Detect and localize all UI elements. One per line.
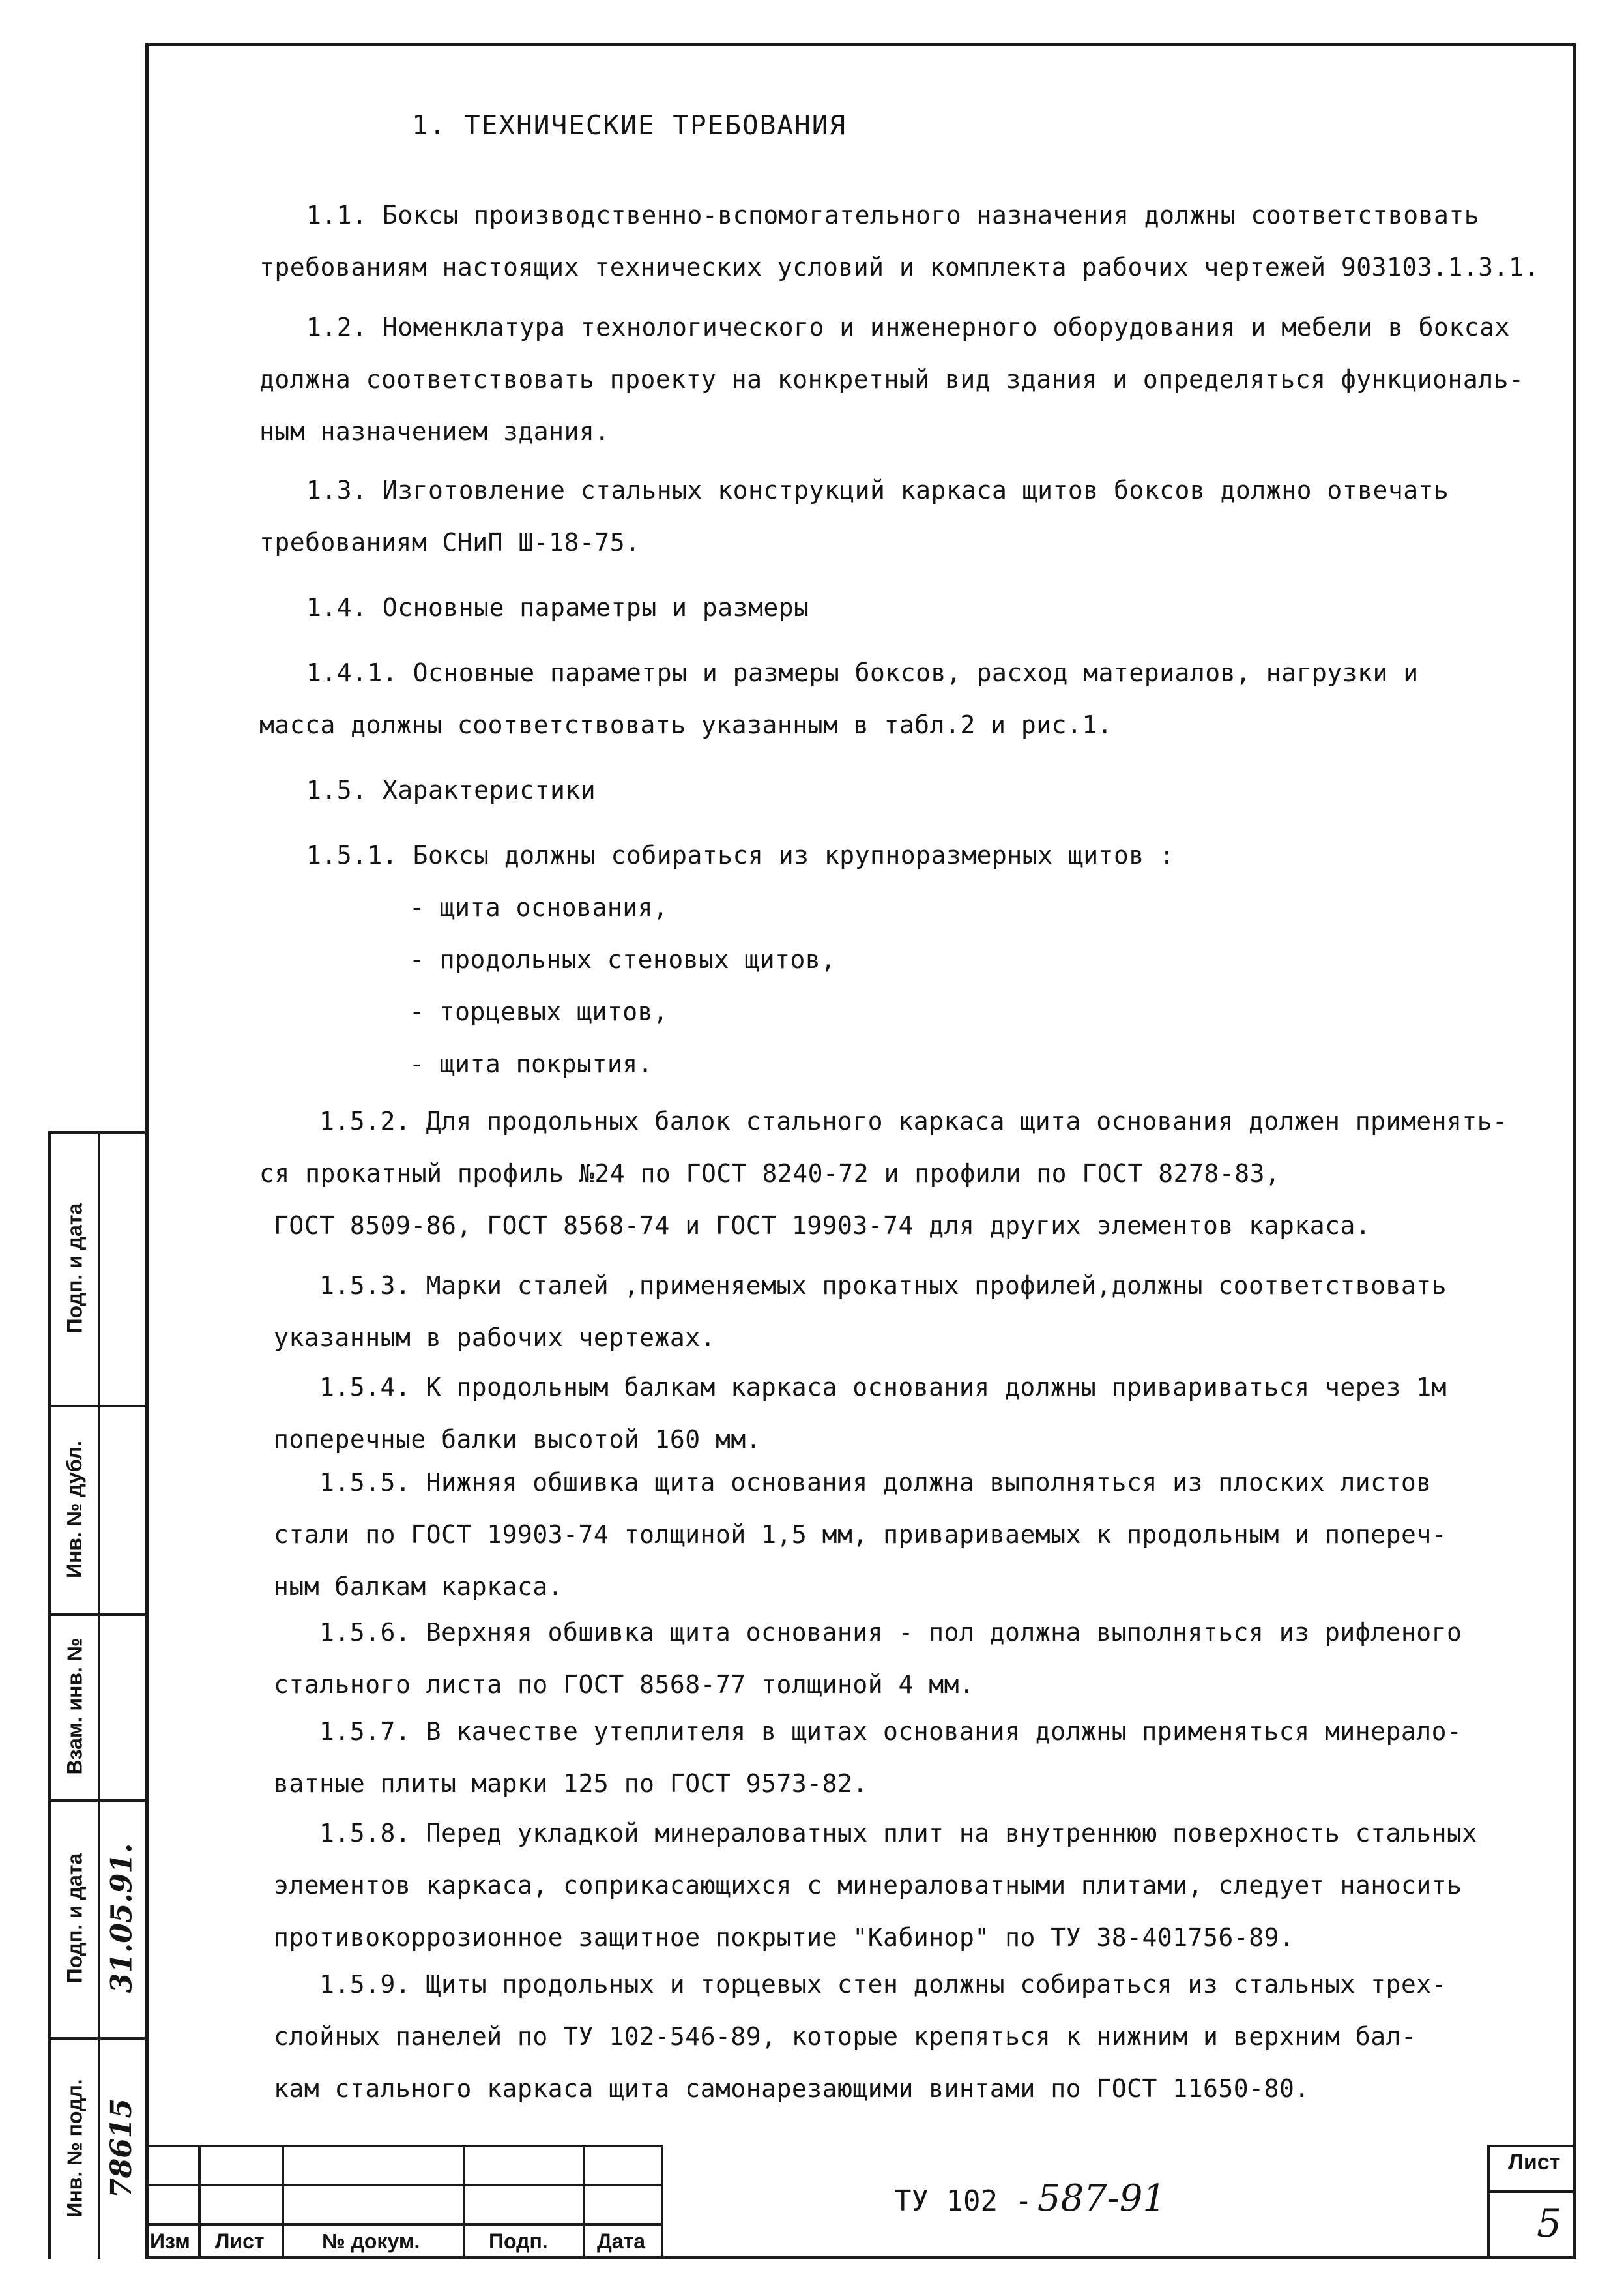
stamp-dup-inv-label: Инв. № дубл. (63, 1440, 87, 1578)
text-line: 1.5.6. Верхняя обшивка щита основания - пол должна выполняться из рифленого (319, 1618, 1462, 1647)
text-line: 1.1. Боксы производственно-вспомогательного назначения должны соответствовать (306, 201, 1480, 229)
text-line: 1.5.9. Щиты продольных и торцевых стен должны собираться из стальных трех- (319, 1970, 1447, 1999)
stamp-handwritten-inv-number: 78615 (105, 2098, 139, 2198)
paragraph-1-5-2 (259, 1095, 1508, 1252)
text-line: масса должны соответствовать указанным в табл.2 и рис.1. (259, 711, 1113, 739)
paragraph-1-1 (259, 189, 1539, 293)
text-line: ным назначением здания. (259, 417, 610, 446)
title-block-col-divider (463, 2145, 465, 2258)
paragraph-1-5-8 (274, 1807, 1477, 1963)
stamp-replace-inv-label: Взам. инв. № (63, 1638, 87, 1775)
paragraph-1-5-3 (274, 1259, 1447, 1364)
text-line: слойных панелей по ТУ 102-546-89, которые крепяться к нижним и верхним бал- (274, 2022, 1417, 2051)
text-line: 1.5.8. Перед укладкой минераловатных плит на внутреннюю поверхность стальных (319, 1819, 1477, 1847)
list-item: - торцевых щитов, (409, 997, 669, 1026)
text-line: 1.5.3. Марки сталей ,применяемых прокатных профилей,должны соответствовать (319, 1271, 1447, 1300)
paragraph-1-5-9 (274, 1958, 1447, 2115)
list-item: - продольных стеновых щитов, (409, 945, 836, 974)
text-line: стали по ГОСТ 19903-74 толщиной 1,5 мм, привариваемых к продольным и попереч- (274, 1520, 1447, 1549)
list-item: - щита основания, (409, 893, 669, 922)
paragraph-1-5-7 (274, 1705, 1462, 1810)
text-line: ГОСТ 8509-86, ГОСТ 8568-74 и ГОСТ 19903-74 для других элементов каркаса. (274, 1211, 1371, 1240)
stamp-handwritten-date: 31.05.91. (105, 1843, 139, 1993)
text-line: 1.5.7. В качестве утеплителя в щитах основания должны применяться минерало- (319, 1717, 1462, 1746)
list-shields (409, 881, 836, 1090)
col-header-date: Дата (597, 2229, 646, 2253)
text-line: 1.4. Основные параметры и размеры (306, 593, 809, 622)
text-line: 1.5.5. Нижняя обшивка щита основания должна выполняться из плоских листов (319, 1468, 1432, 1497)
section-heading: 1. ТЕХНИЧЕСКИЕ ТРЕБОВАНИЯ (412, 110, 847, 141)
text-line: ся прокатный профиль №24 по ГОСТ 8240-72 и профили по ГОСТ 8278-83, (259, 1159, 1281, 1188)
col-header-sheet: Лист (215, 2229, 265, 2253)
title-block-col-divider (661, 2145, 663, 2258)
title-block-rule (1487, 2190, 1576, 2193)
title-block-col-divider (1487, 2145, 1490, 2258)
paragraph-1-4 (306, 581, 809, 634)
col-header-signature: Подп. (489, 2229, 548, 2253)
col-header-change: Изм (150, 2229, 190, 2253)
text-line: требованиям настоящих технических условий и комплекта рабочих чертежей 903103.1.3.1. (259, 253, 1539, 282)
side-stamp (48, 1131, 145, 2259)
stamp-sign-date-label: Подп. и дата (63, 1853, 87, 1984)
frame-top-border (145, 43, 1576, 46)
paragraph-1-4-1 (259, 647, 1419, 751)
text-line: 1.5. Характеристики (306, 776, 596, 804)
title-block-col-divider (583, 2145, 585, 2258)
stamp-sign-date-label: Подп. и дата (63, 1203, 87, 1333)
document-code-number: 587-91 (1037, 2177, 1166, 2220)
text-line: 1.5.2. Для продольных балок стального каркаса щита основания должен применять- (319, 1107, 1508, 1136)
text-line: поперечные балки высотой 160 мм. (274, 1425, 762, 1454)
text-line: 1.2. Номенклатура технологического и инженерного оборудования и мебели в боксах (306, 313, 1510, 342)
side-stamp-border (48, 1131, 51, 2259)
stamp-original-inv-label: Инв. № подл. (63, 2078, 87, 2218)
text-line: 1.5.4. К продольным балкам каркаса основания должны привариваться через 1м (319, 1373, 1447, 1402)
text-line: стального листа по ГОСТ 8568-77 толщиной 4 мм. (274, 1670, 975, 1699)
sheet-label: Лист (1508, 2150, 1561, 2175)
text-line: кам стального каркаса щита самонарезающими винтами по ГОСТ 11650-80. (274, 2074, 1310, 2103)
paragraph-1-5-1 (306, 829, 1175, 881)
text-line: элементов каркаса, соприкасающихся с минераловатными плитами, следует наносить (274, 1871, 1462, 1900)
text-line: требованиям СНиП Ш-18-75. (259, 528, 641, 557)
paragraph-1-5 (306, 764, 596, 816)
paragraph-1-5-5 (274, 1456, 1447, 1613)
text-line: 1.3. Изготовление стальных конструкций каркаса щитов боксов должно отвечать (306, 476, 1449, 505)
paragraph-1-2 (259, 301, 1524, 458)
list-item: - щита покрытия. (409, 1050, 654, 1078)
title-block-col-divider (198, 2145, 201, 2258)
document-code-prefix: ТУ 102 - (894, 2184, 1032, 2218)
paragraph-1-5-6 (274, 1606, 1462, 1711)
text-line: противокоррозионное защитное покрытие "Кабинор" по ТУ 38-401756-89. (274, 1923, 1295, 1952)
document-code (894, 2177, 1166, 2220)
text-line: 1.5.1. Боксы должны собираться из крупноразмерных щитов : (306, 841, 1175, 870)
text-line: 1.4.1. Основные параметры и размеры боксов, расход материалов, нагрузки и (306, 658, 1419, 687)
col-header-doc-number: № докум. (322, 2229, 420, 2253)
text-line: ватные плиты марки 125 по ГОСТ 9573-82. (274, 1769, 868, 1798)
text-line: указанным в рабочих чертежах. (274, 1323, 716, 1352)
sheet-number: 5 (1537, 2201, 1562, 2246)
frame-left-border (145, 43, 149, 2258)
title-block-col-divider (282, 2145, 284, 2258)
paragraph-1-3 (259, 464, 1449, 568)
title-block (145, 2145, 1576, 2258)
text-line: ным балкам каркаса. (274, 1572, 564, 1601)
text-line: должна соответствовать проекту на конкретный вид здания и определяться функциональ- (259, 365, 1524, 394)
title-block-rule (1487, 2145, 1576, 2147)
frame-right-border (1573, 43, 1576, 2258)
paragraph-1-5-4 (274, 1361, 1447, 1465)
